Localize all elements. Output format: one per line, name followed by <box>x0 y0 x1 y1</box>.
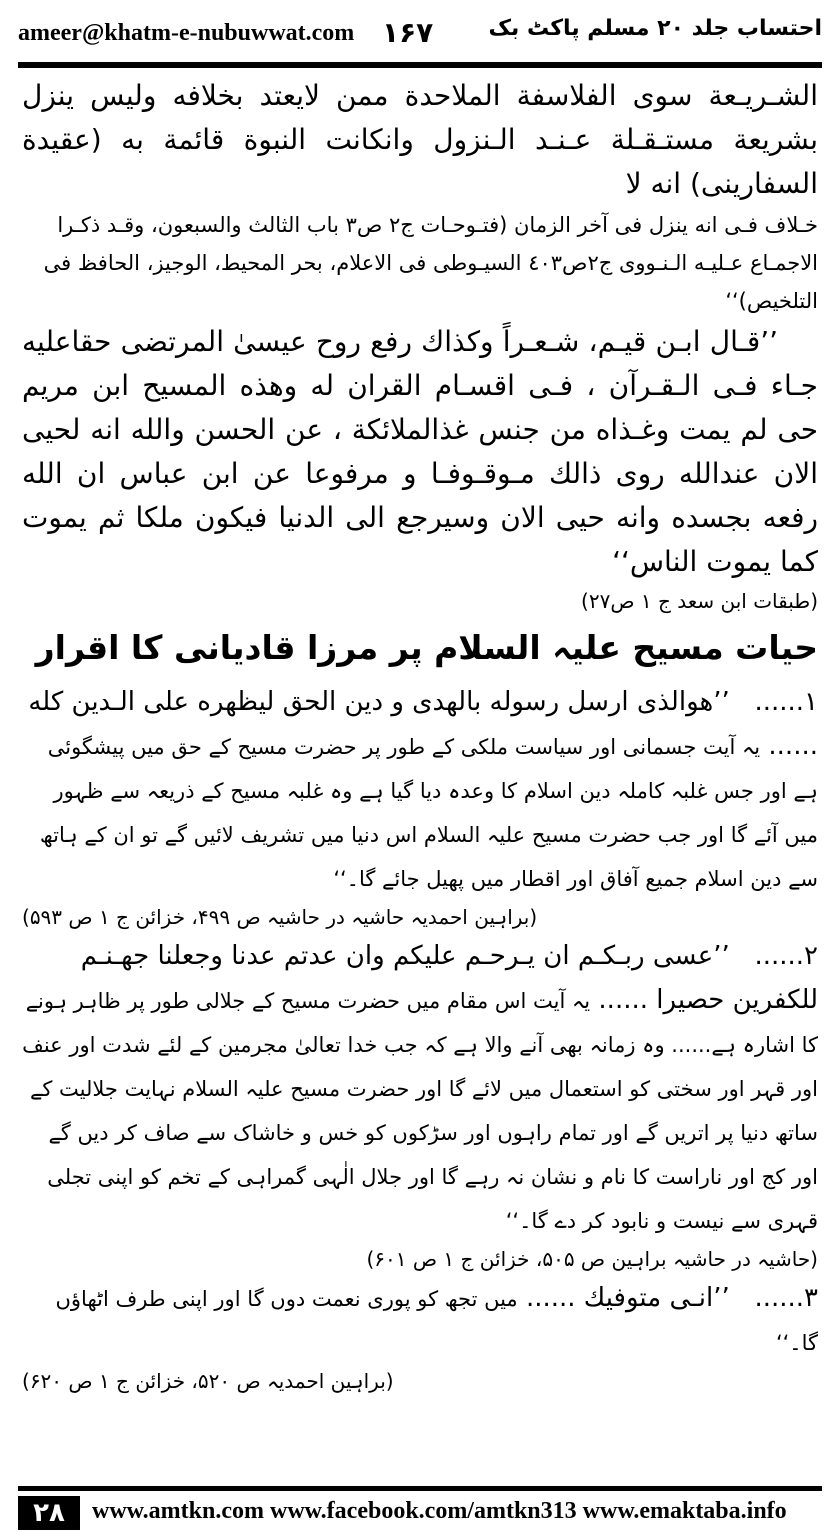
item-arabic-verse: ’’عسى ربـكـم ان يـرحـم عليكم وان عدتم عدنا وجعلنا جهـنـم للكفرين حصيرا ...... <box>80 941 818 1015</box>
item-urdu-text: یہ آیت جسمانی اور سیاست ملکی کے طور پر حضرت مسیح کے حق میں پیشگوئی ہے اور جس غلبہ کاملہ دین اسلام کا وعدہ دیا گیا ہے وہ غلبہ مسیح کے ذریعہ سے ظہور میں آئے گا اور جب حضرت مسیح علیہ السلام اس دنیا میں تشریف لائیں گے تو ان کے ہاتھ سے دین اسلام جمیع آفاق اور اقطار میں پھیل جائے گا۔‘‘ <box>39 735 818 891</box>
item-number: ٣...... <box>754 1283 818 1313</box>
header-divider <box>18 62 822 68</box>
footer-page-badge: ۲۸ <box>18 1496 80 1530</box>
item-arabic-verse: ’’هوالذى ارسل رسوله بالهدى و دين الحق ليظهره على الـدين كله ...... <box>28 687 818 761</box>
header-book-title: احتساب جلد ۲۰ مسلم پاکٹ بک <box>488 16 822 41</box>
arabic-paragraph-3: ’’قـال ابـن قيـم، شـعـراً وكذاك رفع روح عيسىٰ المرتضى حقاعليه جـاء فـى الـقـرآن ، فـى اقسـام القران له وهذه المسيح ابن مريم حى لم يمت وغـذاه من جنس غذالملائكة ، عن الحسن والله انه لحيى الان عندالله روى ذالك مـوقـوفـا و مرفوعا عن ابن عباس ان الله رفعه بجسده وانه حيى الان وسيرجع الى الدنيا فيكون ملكا ثم يموت كما يموت الناس‘‘ <box>22 325 818 578</box>
item-arabic-verse: ’’انـى متوفيك ...... <box>525 1283 730 1313</box>
item-urdu-text: یہ آیت اس مقام میں حضرت مسیح کے جلالی طور پر ظاہر ہونے کا اشارہ ہے...... وہ زمانہ بھی آنے والا ہے کہ جب خدا تعالیٰ مجرمین کے لئے شدت اور عنف اور قہر اور سختی کو استعمال میں لائے گا اور حضرت مسیح علیہ السلام نہایت جلالیت کے ساتھ دنیا پر اتریں گے اور تمام راہوں اور سڑکوں کو خس و خاشاک سے صاف کر دیں گے اور کج اور ناراست کا نام و نشان نہ رہے گا اور جلال الٰہی گمراہی کے تخم کو اپنی تجلی قہری سے نیست و نابود کر دے گا۔‘‘ <box>22 989 818 1233</box>
arabic-paragraph-2: خـلاف فـى انه ينزل فى آخر الزمان (فتـوحـات ج٢ ص٣ باب الثالث والسبعون، وقـد ذكـرا الاجمـاع عـليـه الـنـووى ج٢ص٤٠٣ السيـوطى فى الاعلام، بحر المحيط، الوجيز، الحافظ فى التلخيص)‘‘ <box>43 213 818 313</box>
quote-item-1 <box>22 680 818 934</box>
footer-website-links[interactable]: www.amtkn.com www.facebook.com/amtkn313 www.emaktaba.info <box>92 1498 787 1524</box>
header-page-number: ۱۶۷ <box>382 16 434 49</box>
item-number: ٢...... <box>754 941 818 971</box>
quote-item-2 <box>22 934 818 1276</box>
header-email[interactable]: ameer@khatm-e-nubuwwat.com <box>18 20 355 46</box>
page-footer <box>18 1486 822 1530</box>
footer-divider <box>18 1486 822 1491</box>
section-heading: حیات مسیح علیہ السلام پر مرزا قادیانی کا اقرار <box>35 628 818 667</box>
item-number: ١...... <box>754 687 818 717</box>
arabic-paragraph-1: الشـريـعة سوى الفلاسفة الملاحدة ممن لايعتد بخلافه وليس ينزل بشريعة مستـقـلة عـنـد الـنزول وانكانت النبوة قائمة به (عقيدة السفارينى) انه لا <box>22 79 818 200</box>
page-header <box>18 14 822 56</box>
page-body <box>22 74 818 1470</box>
item-reference: (حاشیہ در حاشیہ براہین ص ۵۰۵، خزائن ج ۱ ص ۶۰۱) <box>366 1247 818 1271</box>
quote-item-3 <box>22 1276 818 1398</box>
item-reference: (براہین احمدیہ ص ۵۲۰، خزائن ج ۱ ص ۶۲۰) <box>22 1369 394 1393</box>
item-reference: (براہین احمدیہ حاشیہ در حاشیہ ص ۴۹۹، خزائن ج ۱ ص ۵۹۳) <box>22 905 538 929</box>
citation-tabaqat: (طبقات ابن سعد ج ١ ص٢٧) <box>581 589 818 613</box>
item-urdu-text: میں تجھ کو پوری نعمت دوں گا اور اپنی طرف اٹھاؤں گا۔‘‘ <box>55 1287 818 1355</box>
